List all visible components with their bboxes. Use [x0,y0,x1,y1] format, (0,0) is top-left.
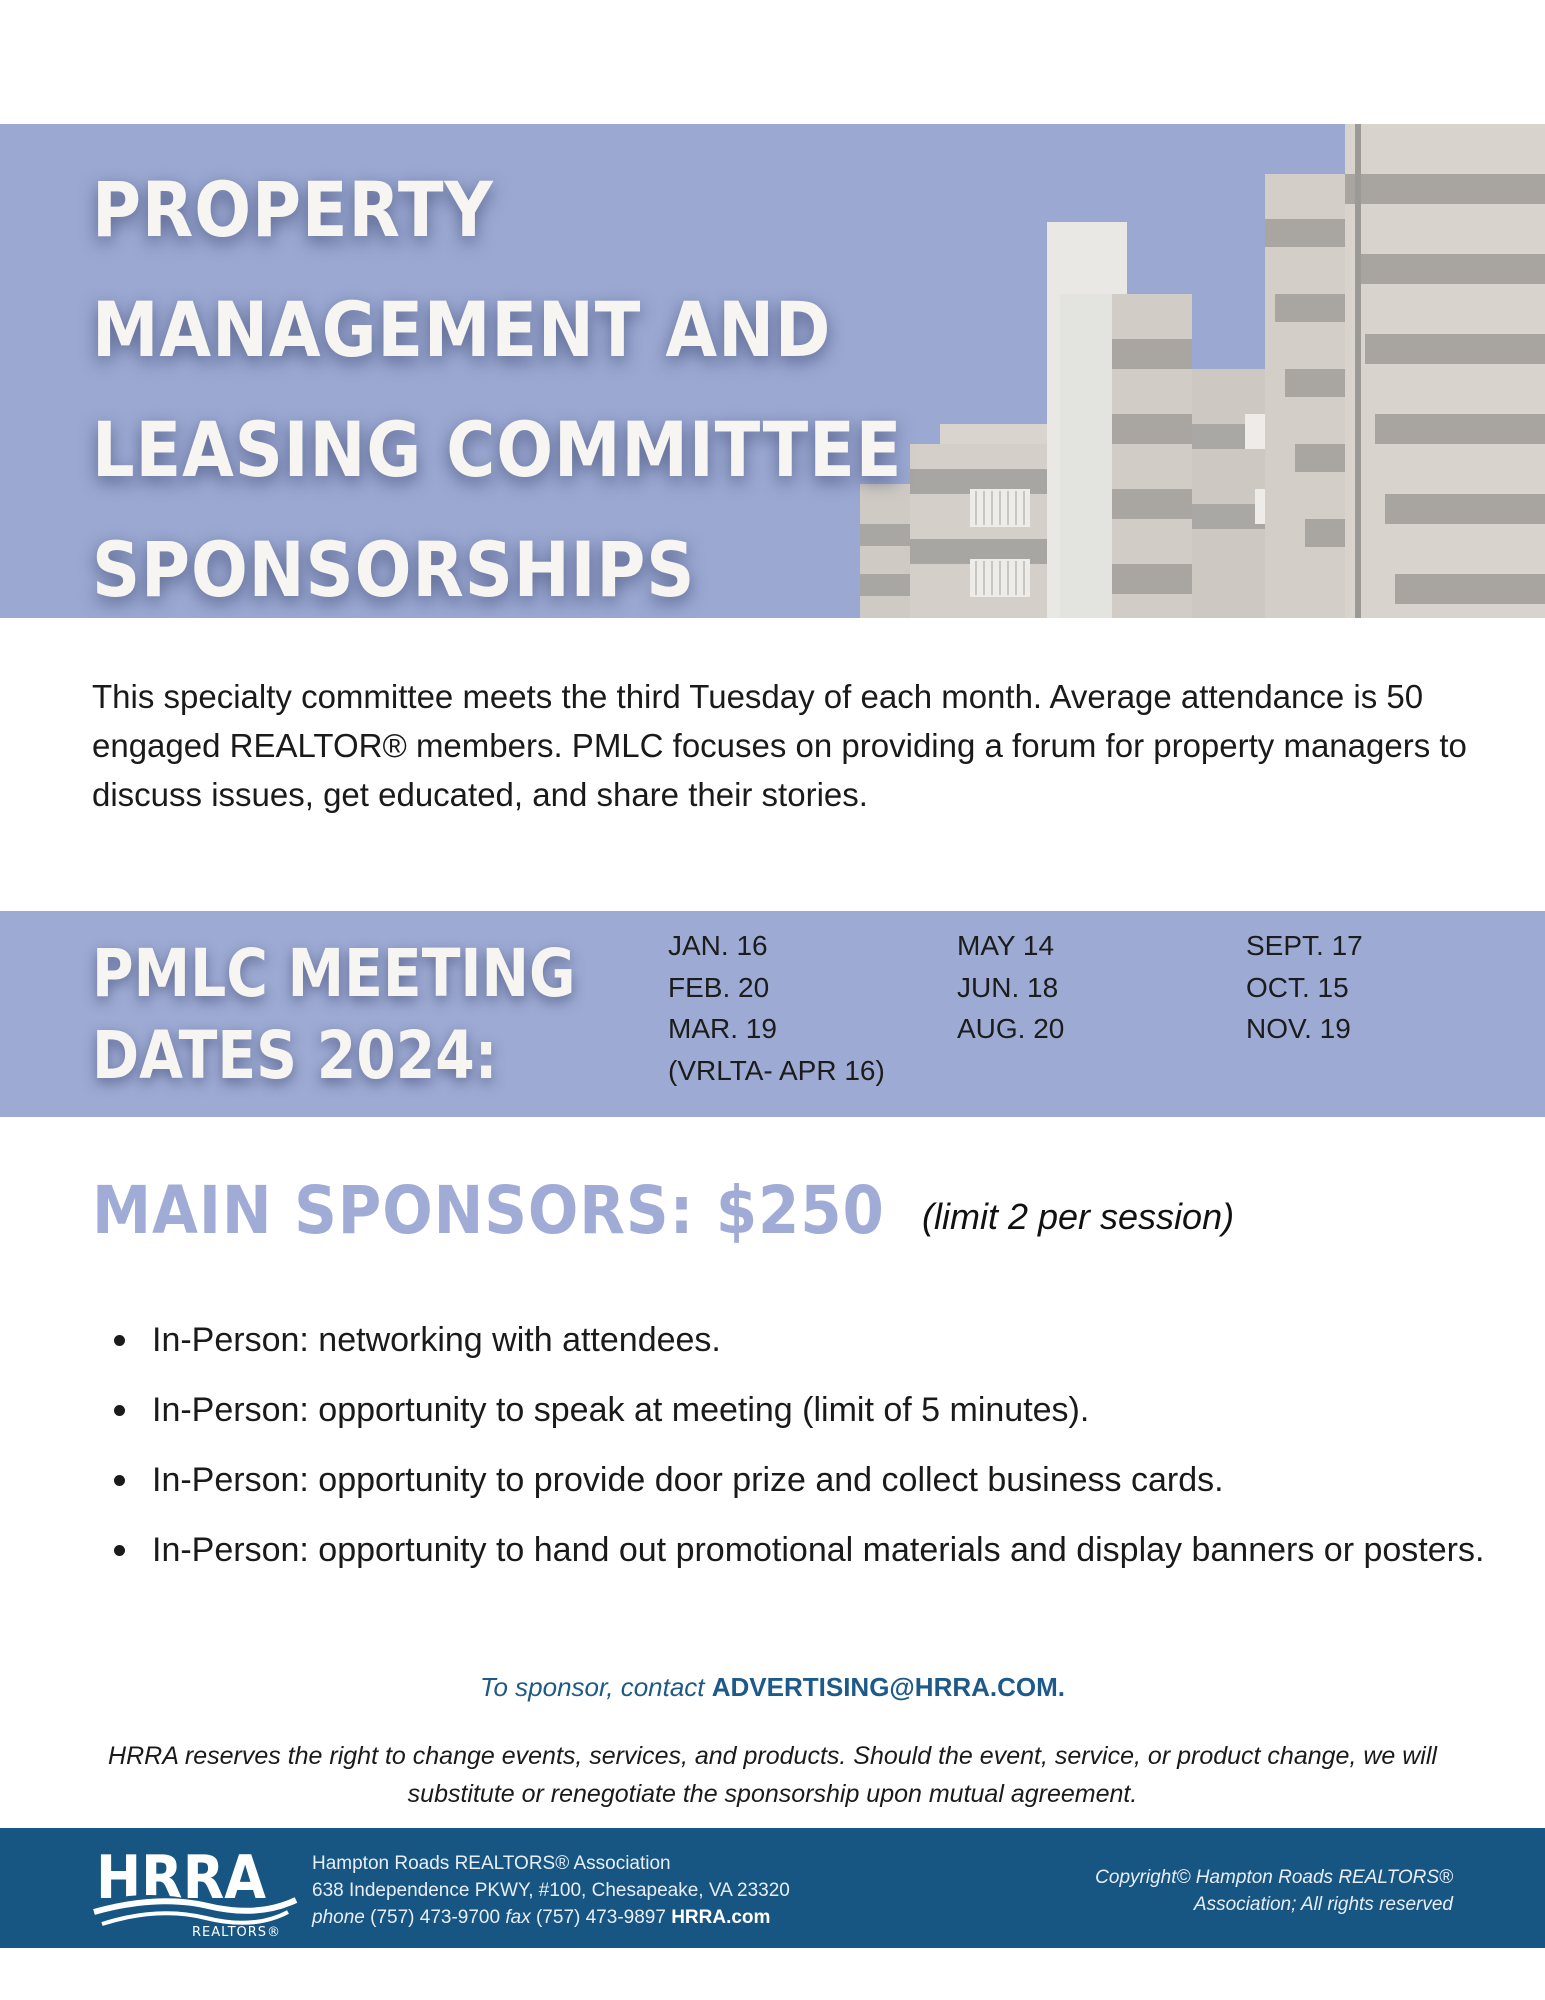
dates-column-2 [957,925,1064,1050]
hero-banner [0,124,1545,618]
meeting-dates-title-line: PMLC MEETING [92,935,576,1012]
footer [0,1828,1545,1948]
meeting-date: NOV. 19 [1246,1013,1351,1044]
sponsor-heading [92,1172,1235,1249]
org-phone-fax [312,1904,790,1931]
meeting-date: AUG. 20 [957,1013,1065,1044]
org-address: 638 Independence PKWY, #100, Chesapeake, VA 23320 [312,1880,790,1901]
apartment-building-image [850,124,1545,618]
meeting-date: MAR. 19 [668,1013,777,1044]
bullet-icon [114,1475,125,1486]
list-item [112,1305,1492,1375]
title-line: PROPERTY [92,165,494,254]
meeting-date: MAY 14 [957,930,1055,961]
meeting-date: JUN. 18 [957,971,1059,1003]
benefit-text: In-Person: opportunity to provide door prize and collect business cards. [152,1461,1224,1499]
fax-label: fax [505,1907,531,1928]
meeting-dates-title [92,933,576,1097]
intro-paragraph: This specialty committee meets the third Tuesday of each month. Average attendance is 50 engaged REALTOR® members. PMLC focuses on providing a forum for property managers to discuss issues, get educated, and share their stories. [92,678,1467,813]
meeting-date: (VRLTA- APR 16) [668,1054,885,1086]
meeting-dates-band [0,911,1545,1117]
copyright-line: Copyright© Hampton Roads REALTORS® [1095,1867,1453,1888]
contact-prefix: To sponsor, contact [480,1672,712,1702]
benefit-text: In-Person: opportunity to speak at meeting (limit of 5 minutes). [152,1391,1090,1429]
copyright [1053,1864,1453,1918]
list-item [112,1445,1492,1515]
copyright-line: Association; All rights reserved [1193,1894,1453,1915]
sponsor-benefits-list [112,1305,1492,1585]
benefit-text: In-Person: networking with attendees. [152,1321,721,1359]
fax-number: (757) 473-9897 [530,1907,672,1928]
org-contact-info [312,1850,790,1931]
org-name: Hampton Roads REALTORS® Association [312,1853,671,1874]
list-item [112,1515,1492,1585]
dates-column-1 [668,925,885,1091]
phone-label: phone [312,1907,365,1928]
title-line: SPONSORSHIPS [92,525,696,614]
bullet-icon [114,1545,125,1556]
hrra-logo-icon [88,1836,298,1940]
bullet-icon [114,1405,125,1416]
contact-line [0,1672,1545,1703]
meeting-date: FEB. 20 [668,971,770,1003]
title-line: LEASING COMMITTEE [92,405,903,494]
list-item [112,1375,1492,1445]
logo-text: HRRA [96,1843,267,1913]
meeting-dates-title-line: DATES 2024: [92,1017,498,1094]
website-link[interactable]: HRRA.com [671,1907,771,1928]
contact-email-link[interactable]: ADVERTISING@HRRA.COM. [711,1672,1065,1702]
page-title [92,150,902,618]
bullet-icon [114,1335,125,1346]
dates-column-3 [1246,925,1363,1050]
meeting-date: OCT. 15 [1246,971,1349,1003]
benefit-text: In-Person: opportunity to hand out promotional materials and display banners or posters. [152,1531,1485,1569]
meeting-date: SEPT. 17 [1246,930,1363,961]
disclaimer: HRRA reserves the right to change events, services, and products. Should the event, service, or product change, we will substitute or renegotiate the sponsorship upon mutual agreement. [108,1742,1437,1808]
meeting-date: JAN. 16 [668,930,768,961]
sponsor-title: MAIN SPONSORS: $250 [92,1172,885,1249]
logo-subtext: REALTORS® [192,1925,282,1940]
title-line: MANAGEMENT AND [92,285,832,374]
sponsor-limit-note: (limit 2 per session) [922,1196,1235,1237]
phone-number: (757) 473-9700 [364,1907,506,1928]
